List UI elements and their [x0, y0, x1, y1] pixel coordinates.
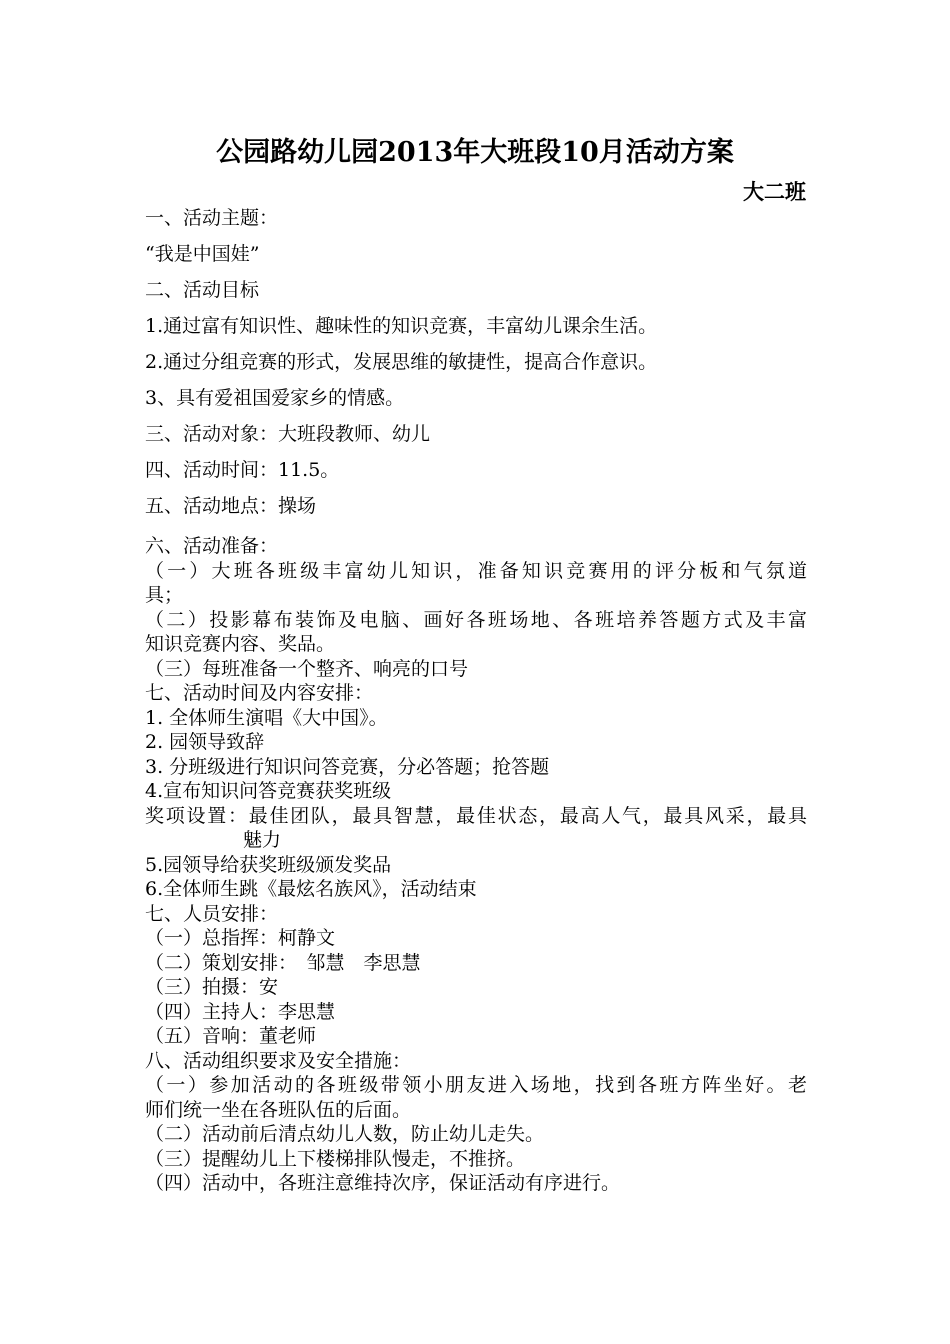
schedule-item: 4.宣布知识问答竞赛获奖班级 [145, 780, 392, 802]
staff-item: （五）音响：董老师 [145, 1025, 317, 1047]
section-heading-theme: 一、活动主题： [145, 207, 279, 229]
safety-item-continued: 师们统一坐在各班队伍的后面。 [145, 1098, 412, 1121]
staff-item: （四）主持人：李思慧 [145, 1000, 336, 1023]
goal-item: 2.通过分组竞赛的形式，发展思维的敏捷性，提高合作意识。 [145, 351, 658, 373]
class-name: 大二班 [743, 179, 806, 204]
goal-item: 3、具有爱祖国爱家乡的情感。 [145, 387, 405, 409]
document-title: 公园路幼儿园2013年大班段10月活动方案 [216, 137, 734, 168]
section-heading-safety: 八、活动组织要求及安全措施： [145, 1049, 412, 1072]
safety-item: （二）活动前后清点幼儿人数，防止幼儿走失。 [145, 1123, 545, 1145]
schedule-item: 2. 园领导致辞 [145, 731, 265, 753]
preparation-item-continued: 具； [145, 584, 184, 606]
section-target: 三、活动对象：大班段教师、幼儿 [145, 423, 431, 445]
section-location: 五、活动地点：操场 [145, 495, 317, 517]
section-time: 四、活动时间：11.5。 [145, 459, 340, 481]
staff-item: （三）拍摄：安 [145, 976, 279, 998]
section-heading-schedule: 七、活动时间及内容安排： [145, 682, 374, 704]
section-heading-preparation: 六、活动准备： [145, 535, 279, 557]
staff-item: （一）总指挥：柯静文 [145, 927, 336, 949]
safety-item: （一）参加活动的各班级带领小朋友进入场地，找到各班方阵坐好。老 [145, 1074, 807, 1096]
award-settings-continued: 魅力 [243, 829, 282, 851]
safety-item: （三）提醒幼儿上下楼梯排队慢走，不推挤。 [145, 1147, 526, 1170]
document-body [145, 200, 807, 1196]
award-settings: 奖项设置：最佳团队，最具智慧，最佳状态，最高人气，最具风采，最具 [145, 804, 807, 827]
schedule-item: 3. 分班级进行知识问答竞赛，分必答题；抢答题 [145, 755, 550, 778]
schedule-item: 1. 全体师生演唱《大中国》。 [145, 706, 388, 729]
staff-item: （二）策划安排： 邹慧 李思慧 [145, 951, 421, 974]
preparation-item: （三）每班准备一个整齐、响亮的口号 [145, 657, 469, 680]
preparation-item-continued: 知识竞赛内容、奖品。 [145, 633, 336, 655]
section-heading-staff: 七、人员安排： [145, 902, 279, 925]
preparation-item: （二）投影幕布装饰及电脑、画好各班场地、各班培养答题方式及丰富 [145, 608, 807, 631]
schedule-item: 6.全体师生跳《最炫名族风》，活动结束 [145, 878, 477, 900]
theme-text: “我是中国娃” [145, 243, 260, 265]
section-heading-goals: 二、活动目标 [145, 279, 260, 301]
goal-item: 1.通过富有知识性、趣味性的知识竞赛，丰富幼儿课余生活。 [145, 315, 658, 337]
schedule-item: 5.园领导给获奖班级颁发奖品 [145, 853, 392, 876]
preparation-item: （一）大班各班级丰富幼儿知识，准备知识竞赛用的评分板和气氛道 [145, 559, 807, 582]
safety-item: （四）活动中，各班注意维持次序，保证活动有序进行。 [145, 1172, 621, 1194]
